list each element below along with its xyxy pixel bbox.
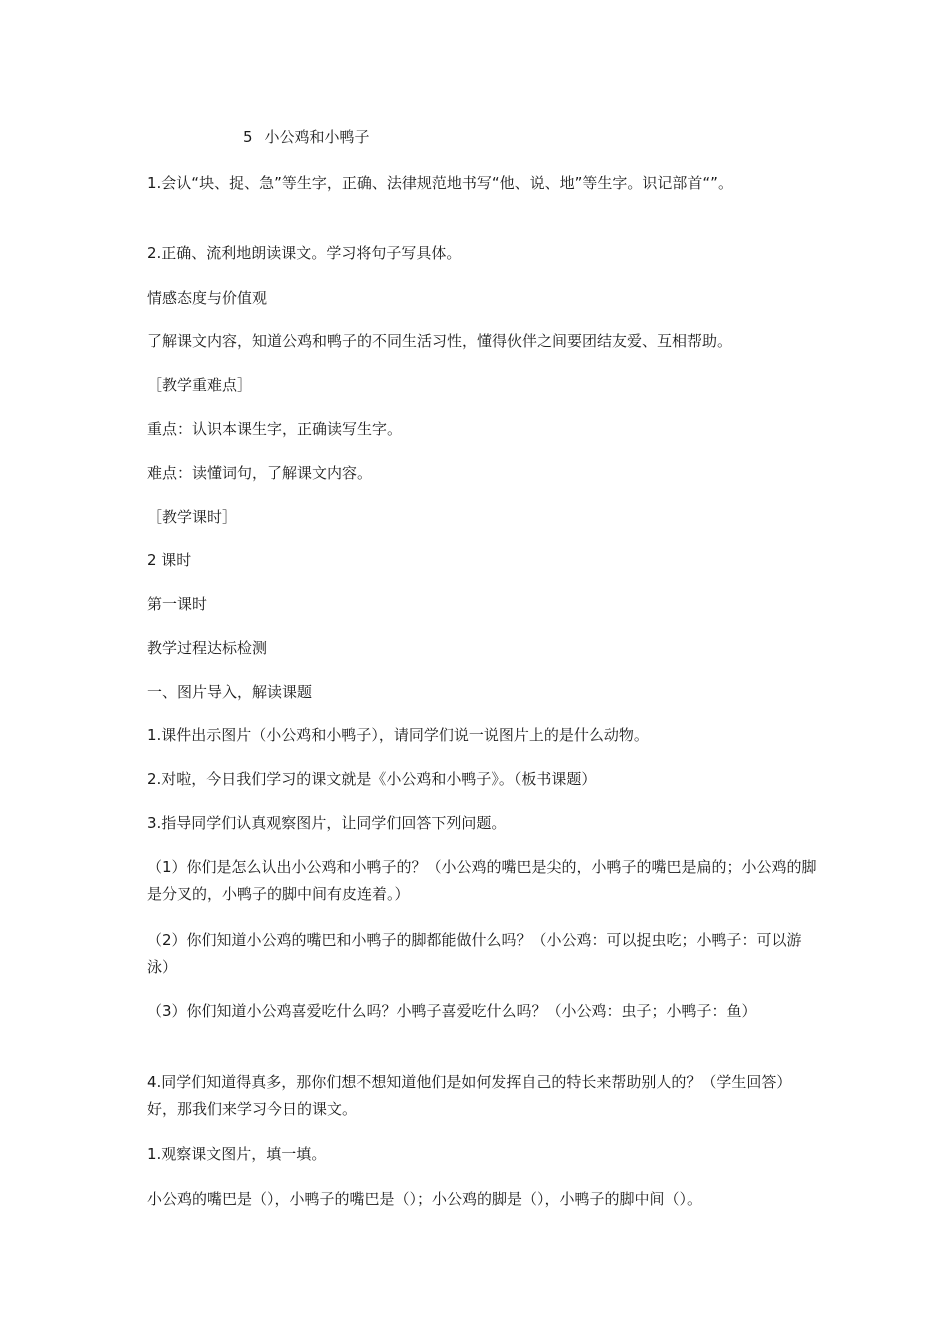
objective-2: 2.正确、流利地朗读课文。学习将句子写具体。 bbox=[147, 244, 462, 262]
periods-text: 2 课时 bbox=[147, 551, 192, 569]
question-1: （1）你们是怎么认出小公鸡和小鸭子的？（小公鸡的嘴巴是尖的，小鸭子的嘴巴是扁的；小公鸡的脚是分叉的，小鸭子的脚中间有皮连着。） bbox=[147, 858, 817, 903]
step-1: 1.课件出示图片（小公鸡和小鸭子），请同学们说一说图片上的是什么动物。 bbox=[147, 726, 649, 744]
first-period-heading: 第一课时 bbox=[147, 595, 208, 613]
lesson-number: 5 bbox=[243, 128, 253, 146]
section-heading-key-points: ［教学重难点］ bbox=[147, 376, 253, 394]
lesson-title-text: 小公鸡和小鸭子 bbox=[264, 128, 370, 146]
lesson-title bbox=[243, 126, 370, 148]
key-point-text: 重点：认识本课生字，正确读写生字。 bbox=[147, 420, 403, 438]
difficulty-text: 难点：读懂词句，了解课文内容。 bbox=[147, 464, 373, 482]
section-heading-values: 情感态度与价值观 bbox=[147, 289, 268, 307]
section-heading-periods: ［教学课时］ bbox=[147, 508, 238, 526]
question-2: （2）你们知道小公鸡的嘴巴和小鸭子的脚都能做什么吗？（小公鸡：可以捉虫吃；小鸭子：可以游泳） bbox=[147, 931, 802, 976]
fill-in-blank: 小公鸡的嘴巴是（），小鸭子的嘴巴是（）；小公鸡的脚是（），小鸭子的脚中间（）。 bbox=[147, 1190, 703, 1208]
question-3: （3）你们知道小公鸡喜爱吃什么吗？小鸭子喜爱吃什么吗？（小公鸡：虫子；小鸭子：鱼） bbox=[147, 1002, 757, 1020]
step-2: 2.对啦，今日我们学习的课文就是《小公鸡和小鸭子》。（板书课题） bbox=[147, 770, 597, 788]
part-one-heading: 一、图片导入，解读课题 bbox=[147, 683, 313, 701]
objective-1: 1.会认“块、捉、急”等生字，正确、法律规范地书写“他、说、地”等生字。识记部首“”。 bbox=[147, 174, 733, 192]
values-text: 了解课文内容，知道公鸡和鸭子的不同生活习性，懂得伙伴之间要团结友爱、互相帮助。 bbox=[147, 332, 733, 350]
step-4: 4.同学们知道得真多，那你们想不想知道他们是如何发挥自己的特长来帮助别人的？（学生回答）好，那我们来学习今日的课文。 bbox=[147, 1073, 792, 1118]
step-3: 3.指导同学们认真观察图片，让同学们回答下列问题。 bbox=[147, 814, 507, 832]
process-heading: 教学过程达标检测 bbox=[147, 639, 268, 657]
exercise-1: 1.观察课文图片，填一填。 bbox=[147, 1145, 327, 1163]
